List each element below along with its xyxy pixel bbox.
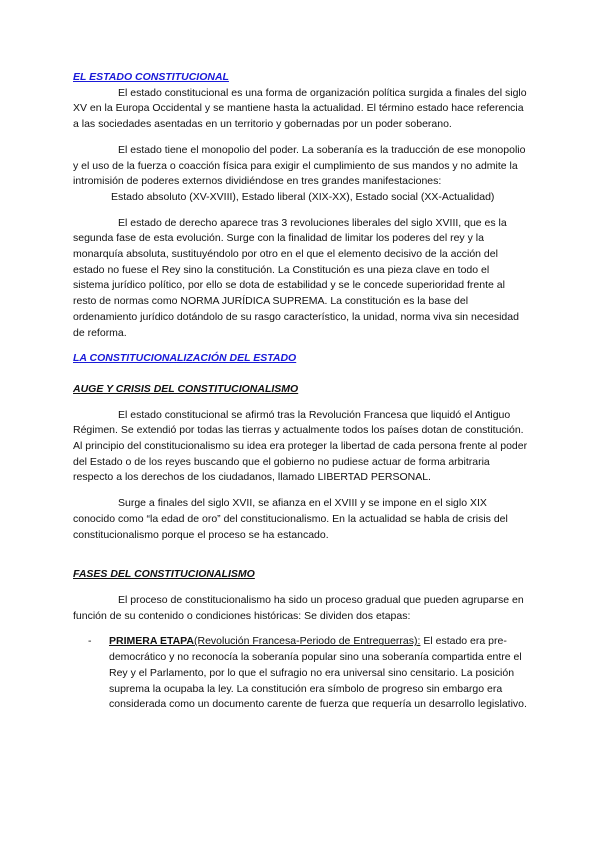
list-item-lead-sub: (Revolución Francesa-Periodo de Entreguerras):: [193, 635, 421, 648]
paragraph-proceso: El proceso de constitucionalismo ha sido un proceso gradual que pueden agruparse en función de su contenido o condiciones históricas: Se dividen dos etapas:: [73, 593, 524, 622]
paragraph-afirmacion: El estado constitucional se afirmó tras la Revolución Francesa que liquidó el Antiguo Régimen. Se extendió por todas las tierras y actualmente todos los países dotan de constitución. Al principio del constitucionalismo su idea era proteger la libertad de cada persona frente al poder del Estado o de los reyes buscando que el gobierno no pudiese actuar de forma arbitraria respecto a los derechos de los ciudadanos, llamado LIBERTAD PERSONAL.: [73, 408, 528, 484]
list-dash: -: [88, 635, 92, 648]
document-content: [73, 70, 528, 713]
list-item-primera-etapa: [73, 634, 528, 713]
list-item-body: [109, 634, 528, 713]
subheading-fases: FASES DEL CONSTITUCIONALISMO: [73, 568, 255, 581]
subheading-auge-crisis: AUGE Y CRISIS DEL CONSTITUCIONALISMO: [73, 382, 299, 395]
paragraph-definicion: El estado constitucional es una forma de organización política surgida a finales del siglo XV en la Europa Occidental y se mantiene hasta la actualidad. El término estado hace referencia a las sociedades asentadas en un territorio y gobernadas por un poder soberano.: [73, 86, 527, 131]
paragraph-monopolio: El estado tiene el monopolio del poder. La soberanía es la traducción de ese monopolio y el uso de la fuerza o coacción física para exigir el cumplimiento de sus mandos y no admite la intromisión de poderes externos dividiéndose en tres grandes manifestaciones:: [73, 143, 526, 188]
list-item-lead: PRIMERA ETAPA: [109, 635, 194, 648]
heading-estado-constitucional[interactable]: EL ESTADO CONSTITUCIONAL: [73, 71, 229, 83]
paragraph-surge: Surge a finales del siglo XVII, se afianza en el XVIII y se impone en el siglo XIX conocido como “la edad de oro” del constitucionalismo. En la actualidad se habla de crisis del constitucionalismo porque el proceso se ha estancado.: [73, 497, 508, 541]
list-item-text: El estado era pre-democrático y no reconocía la soberanía popular sino una soberanía compartida entre el Rey y el Parlamento, por lo que el sufragio no era universal sino censitario. La posición suprema la ocupaba la ley. La constitución era símbolo de progreso sin embargo era considerada como un documento carente de fuerza que requería un desarrollo legislativo.: [109, 635, 527, 711]
heading-constitucionalizacion[interactable]: LA CONSTITUCIONALIZACIÓN DEL ESTADO: [73, 352, 297, 365]
line-manifestaciones: Estado absoluto (XV-XVIII), Estado liberal (XIX-XX), Estado social (XX-Actualidad): [111, 190, 495, 203]
paragraph-estado-derecho: El estado de derecho aparece tras 3 revoluciones liberales del siglo XVIII, que es la segunda fase de esta evolución. Surge con la finalidad de limitar los poderes del rey y la monarquía absoluta, sustituyéndolo por otro en el que el elemento decisivo de la acción del estado no fuese el Rey sino la constitución. La Constitución es una pieza clave en todo el sistema jurídico político, por ello se dota de estabilidad y se le concede superioridad frente al resto de normas como NORMA JURÍDICA SUPREMA. La constitución es la base del ordenamiento jurídico dotándolo de su rasgo característico, la unidad, norma viva sin necesidad de reforma.: [73, 216, 519, 339]
